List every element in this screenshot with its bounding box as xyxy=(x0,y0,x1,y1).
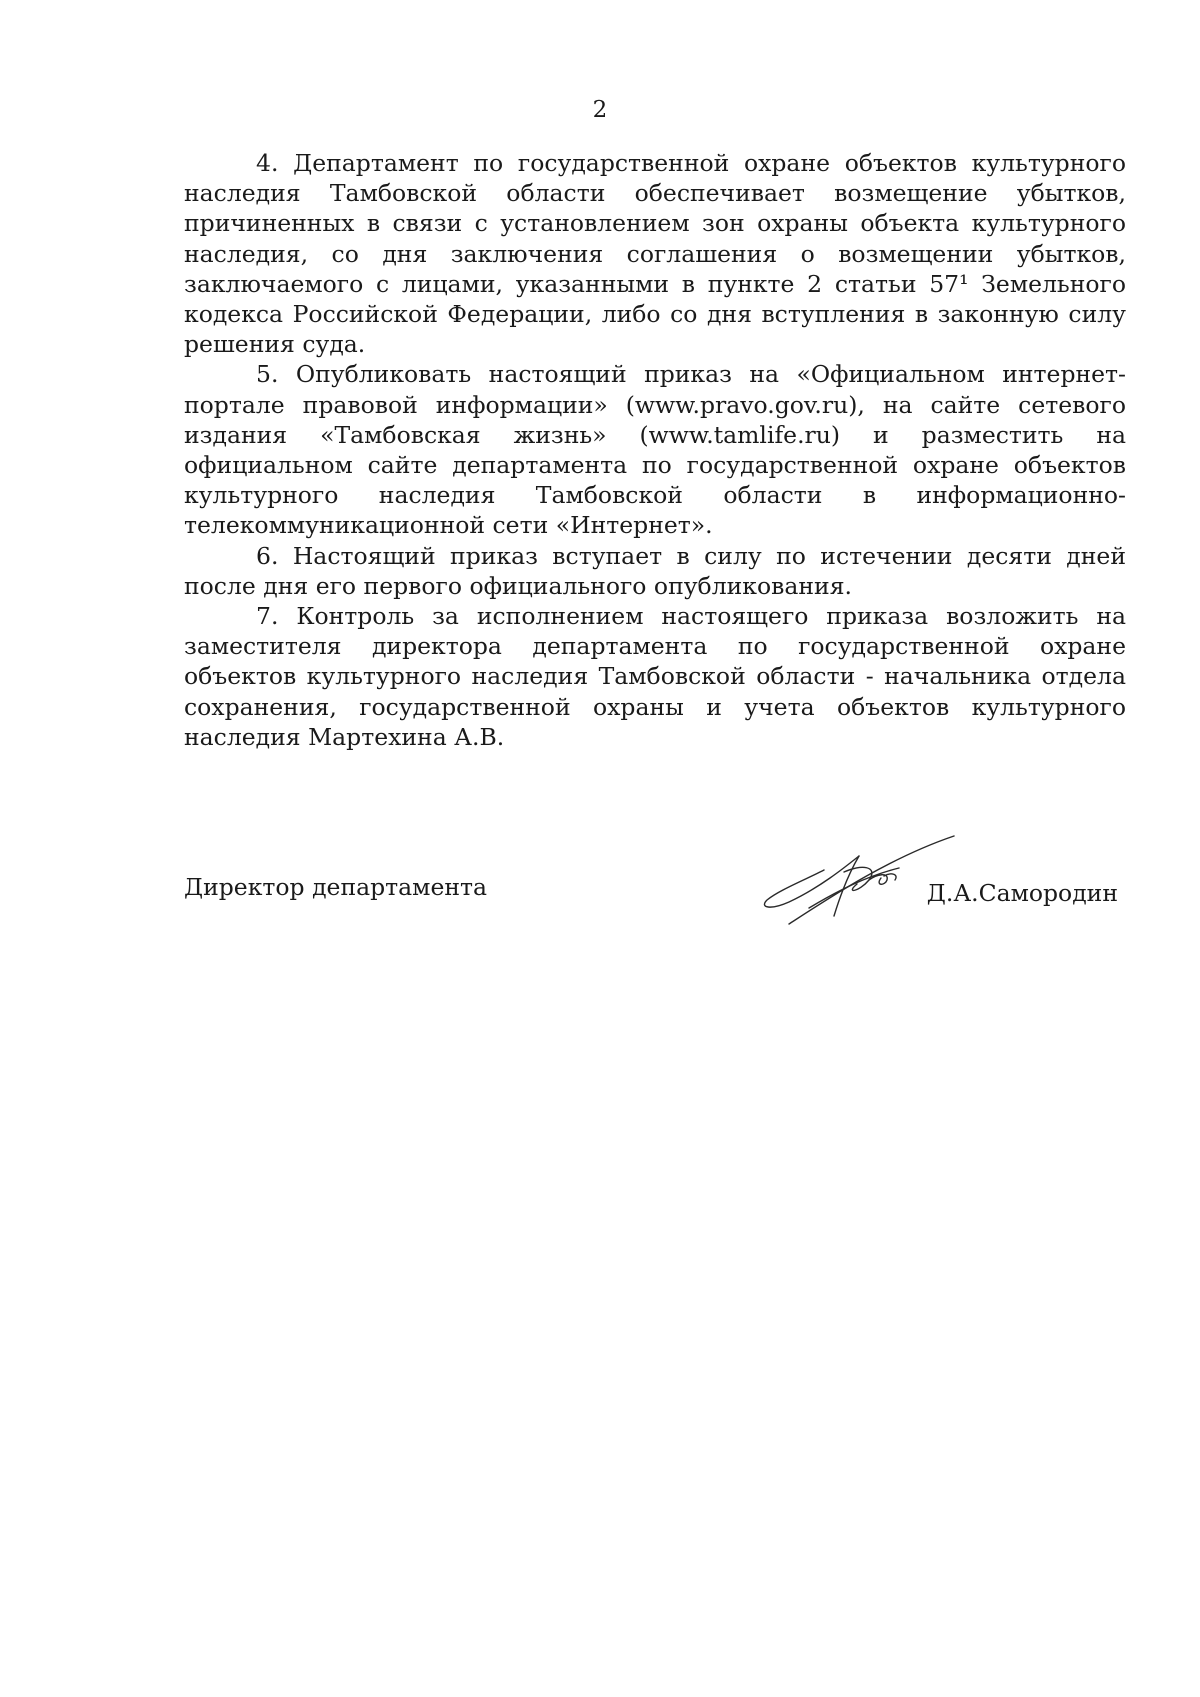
signer-title: Директор департамента xyxy=(184,873,488,901)
paragraph-7: 7. Контроль за исполнением настоящего приказа возложить на заместителя директора департамента по государственной охране объектов культурного наследия Тамбовской области - начальника отдела сохранения, государственной охраны и учета объектов культурного наследия Мартехина А.В. xyxy=(184,602,1126,751)
signature-block xyxy=(184,858,1126,978)
document-body xyxy=(184,148,1126,752)
signer-name: Д.А.Самородин xyxy=(926,879,1118,907)
paragraph-4: 4. Департамент по государственной охране объектов культурного наследия Тамбовской области обеспечивает возмещение убытков, причиненных в связи с установлением зон охраны объекта культурного наследия, со дня заключения соглашения о возмещении убытков, заключаемого с лицами, указанными в пункте 2 статьи 57¹ Земельного кодекса Российской Федерации, либо со дня вступления в законную силу решения суда. xyxy=(184,149,1126,359)
page-number: 2 xyxy=(592,97,608,123)
paragraph-6: 6. Настоящий приказ вступает в силу по истечении десяти дней после дня его первого официального опубликования. xyxy=(184,541,1126,600)
paragraph-5: 5. Опубликовать настоящий приказ на «Официальном интернет-портале правовой информации» (www.pravo.gov.ru), на сайте сетевого издания «Тамбовская жизнь» (www.tamlife.ru) и разместить на официальном сайте департамента по государственной охране объектов культурного наследия Тамбовской области в информационно-телекоммуникационной сети «Интернет». xyxy=(184,360,1126,540)
